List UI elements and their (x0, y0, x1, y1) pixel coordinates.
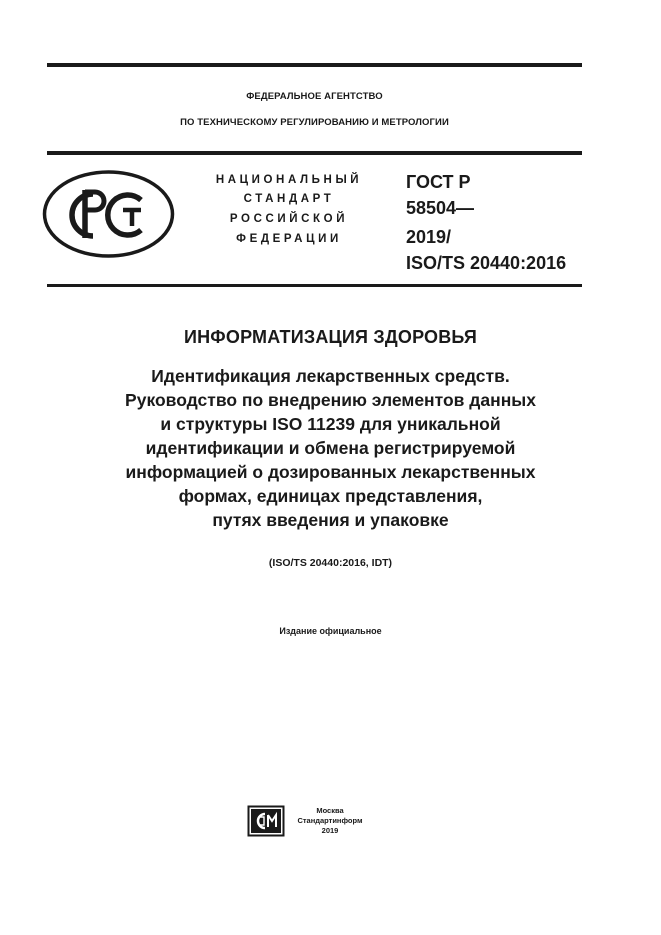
designation-line-1: ГОСТ Р (406, 172, 471, 192)
standard-type-line-2: СТАНДАРТ (243, 193, 335, 205)
designation-line-4: ISO/TS 20440:2016 (406, 253, 567, 273)
agency-line-1: ФЕДЕРАЛЬНОЕ АГЕНТСТВО (246, 91, 383, 102)
agency-line-2: ПО ТЕХНИЧЕСКОМУ РЕГУЛИРОВАНИЮ И МЕТРОЛОГИИ (180, 117, 449, 128)
standard-type-line-1: НАЦИОНАЛЬНЫЙ (215, 174, 363, 186)
top-rule (47, 63, 582, 67)
publisher-city: Москва (316, 806, 344, 815)
designation-line-2: 58504— (406, 198, 475, 218)
title-sub-line: Идентификация лекарственных средств. (151, 366, 510, 386)
publisher-year: 2019 (321, 826, 339, 835)
standard-type-line-4: ФЕДЕРАЦИИ (236, 233, 342, 245)
document-title: ИНФОРМАТИЗАЦИЯ ЗДОРОВЬЯ (183, 327, 478, 347)
title-sub-line: Руководство по внедрению элементов данных (125, 390, 536, 410)
title-sub-line: формах, единицах представления, (178, 486, 483, 506)
title-sub-line: информацией о дозированных лекарственных (125, 462, 536, 482)
standartinform-logo (247, 805, 285, 837)
designation-line-3: 2019/ (406, 227, 452, 247)
header-rule (47, 151, 582, 155)
standard-type-line-3: РОССИЙСКОЙ (229, 213, 349, 225)
rst-mark-logo (41, 168, 176, 260)
edition-note: Издание официальное (279, 626, 382, 636)
designation-rule (47, 284, 582, 287)
idt-reference: (ISO/TS 20440:2016, IDT) (268, 557, 393, 569)
title-sub-line: и структуры ISO 11239 для уникальной (160, 414, 501, 434)
title-sub-line: путях введения и упаковке (212, 510, 449, 530)
publisher-name: Стандартинформ (297, 816, 363, 825)
title-sub-line: идентификации и обмена регистрируемой (145, 438, 516, 458)
